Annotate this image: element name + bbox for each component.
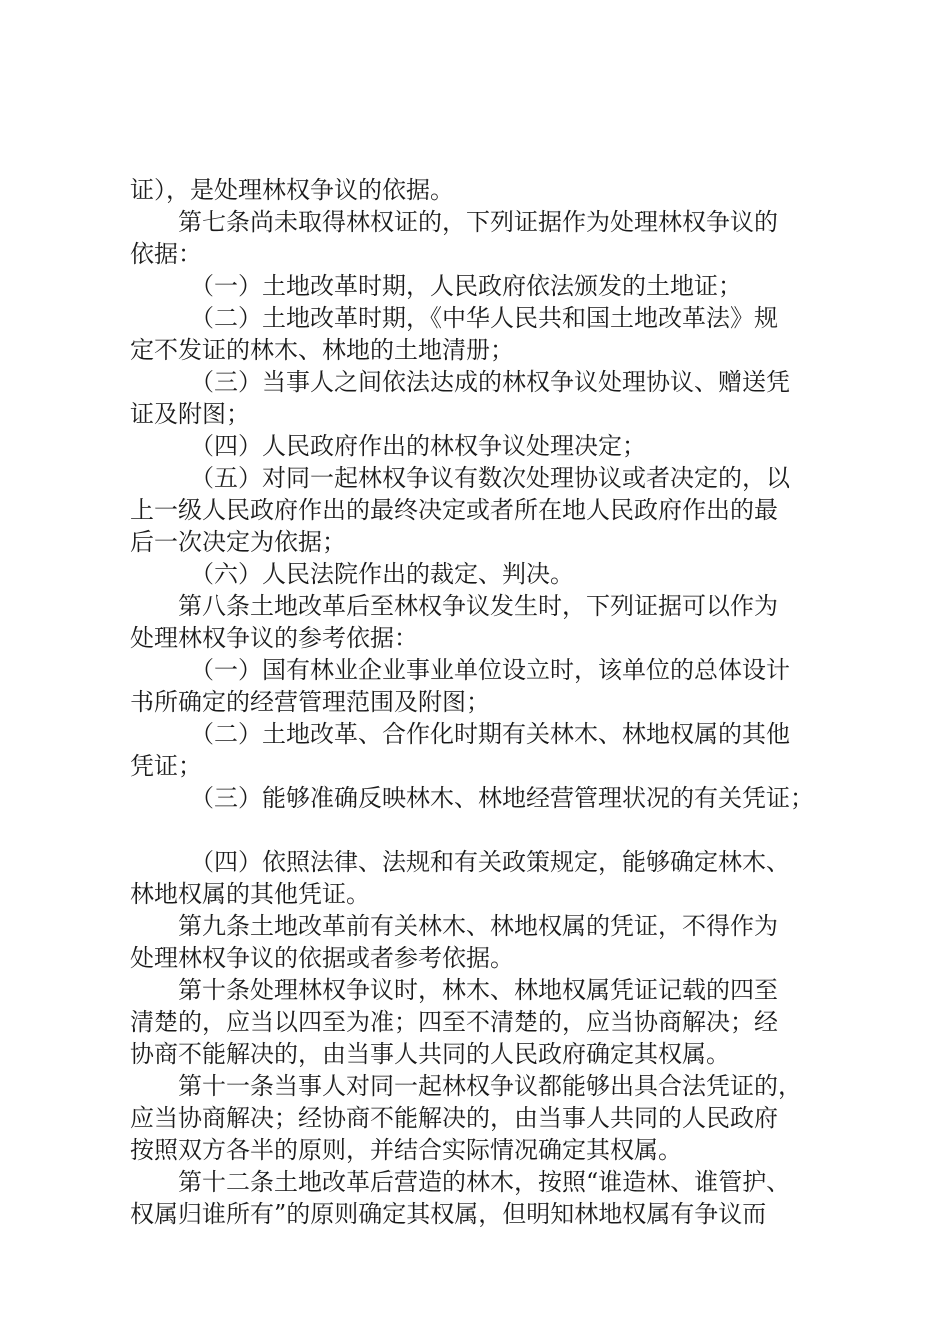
- document-body: [130, 174, 842, 1230]
- list-item: （五）对同一起林权争议有数次处理协议或者决定的，以: [190, 464, 790, 492]
- list-item: （一）国有林业企业事业单位设立时，该单位的总体设计: [190, 656, 790, 684]
- list-item: （四）人民政府作出的林权争议处理决定；: [190, 432, 646, 460]
- text-line: 凭证；: [130, 752, 202, 780]
- blank-line: [130, 814, 842, 846]
- text-line: 清楚的，应当以四至为准；四至不清楚的，应当协商解决；经: [130, 1008, 778, 1036]
- text-line: 定不发证的林木、林地的土地清册；: [130, 336, 514, 364]
- article-8-heading: 第八条土地改革后至林权争议发生时，下列证据可以作为: [178, 592, 778, 620]
- text-line: 上一级人民政府作出的最终决定或者所在地人民政府作出的最: [130, 496, 778, 524]
- text-line: 证及附图；: [130, 400, 250, 428]
- article-12-heading: 第十二条土地改革后营造的林木，按照“谁造林、谁管护、: [178, 1168, 791, 1196]
- article-7-heading: 第七条尚未取得林权证的，下列证据作为处理林权争议的: [178, 208, 778, 236]
- text-line: 处理林权争议的参考依据：: [130, 624, 418, 652]
- list-item: （二）土地改革时期，《中华人民共和国土地改革法》规: [190, 304, 778, 332]
- list-item: （一）土地改革时期，人民政府依法颁发的土地证；: [190, 272, 742, 300]
- text-line: 依据：: [130, 240, 202, 268]
- list-item: （六）人民法院作出的裁定、判决。: [190, 560, 574, 588]
- article-11-heading: 第十一条当事人对同一起林权争议都能够出具合法凭证的，: [178, 1072, 802, 1100]
- text-line: 应当协商解决；经协商不能解决的，由当事人共同的人民政府: [130, 1104, 778, 1132]
- text-line: 处理林权争议的依据或者参考依据。: [130, 944, 514, 972]
- text-line: 书所确定的经营管理范围及附图；: [130, 688, 490, 716]
- article-9-heading: 第九条土地改革前有关林木、林地权属的凭证，不得作为: [178, 912, 778, 940]
- text-line: 证），是处理林权争议的依据。: [130, 176, 454, 204]
- text-line: 按照双方各半的原则，并结合实际情况确定其权属。: [130, 1136, 682, 1164]
- text-line: 后一次决定为依据；: [130, 528, 346, 556]
- list-item: （四）依照法律、法规和有关政策规定，能够确定林木、: [190, 848, 790, 876]
- list-item: （三）能够准确反映林木、林地经营管理状况的有关凭证；: [190, 784, 814, 812]
- list-item: （二）土地改革、合作化时期有关林木、林地权属的其他: [190, 720, 790, 748]
- text-line: 林地权属的其他凭证。: [130, 880, 370, 908]
- text-line: 权属归谁所有”的原则确定其权属，但明知林地权属有争议而: [130, 1200, 767, 1228]
- list-item: （三）当事人之间依法达成的林权争议处理协议、赠送凭: [190, 368, 790, 396]
- text-line: 协商不能解决的，由当事人共同的人民政府确定其权属。: [130, 1040, 730, 1068]
- article-10-heading: 第十条处理林权争议时，林木、林地权属凭证记载的四至: [178, 976, 778, 1004]
